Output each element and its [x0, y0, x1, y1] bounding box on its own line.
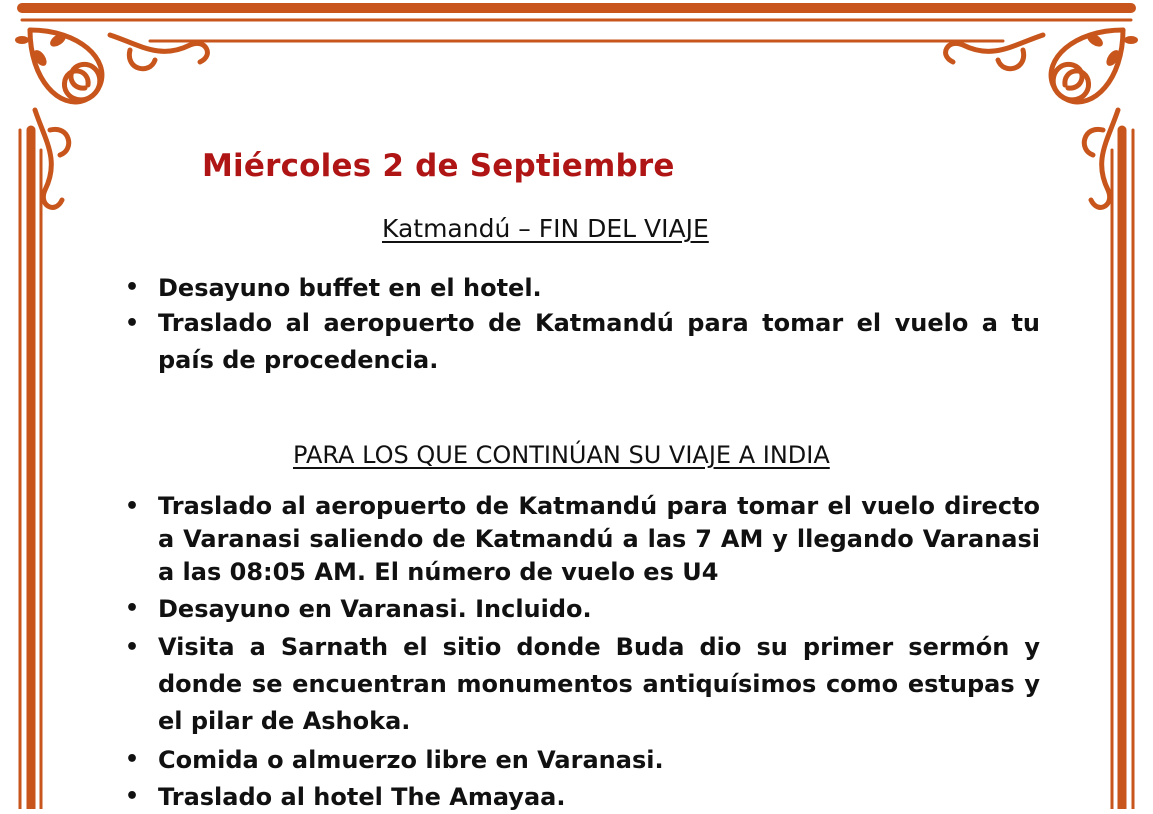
bullet-icon: • [124, 747, 140, 772]
list-item-text: Visita a Sarnath el sitio donde Buda dio su primer sermón y donde se encuentran monumentos antiquísimos como estupas y el pilar de Ashoka. [158, 633, 1040, 735]
list-item [124, 629, 1040, 740]
list-item-text: Traslado al aeropuerto de Katmandú para tomar el vuelo a tu país de procedencia. [158, 309, 1040, 374]
list-item [124, 592, 1040, 626]
list-item-text: Comida o almuerzo libre en Varanasi. [158, 746, 664, 774]
section2-list [124, 490, 1040, 814]
list-item [124, 305, 1040, 379]
bullet-icon: • [124, 311, 140, 336]
section1-list [124, 271, 1040, 379]
list-item-text: Traslado al hotel The Amayaa. [158, 783, 566, 811]
bullet-icon: • [124, 275, 140, 300]
bullet-icon: • [124, 635, 140, 660]
list-item [124, 743, 1040, 777]
day-title: Miércoles 2 de Septiembre [202, 148, 675, 184]
list-item-text: Traslado al aeropuerto de Katmandú para tomar el vuelo directo a Varanasi saliendo de Katmandú a las 7 AM y llegando Varanasi a las 08:05 AM. El número de vuelo es U4 [158, 492, 1040, 586]
section-heading-katmandu: Katmandú – FIN DEL VIAJE [382, 214, 709, 243]
list-item [124, 490, 1040, 589]
list-item-text: Desayuno buffet en el hotel. [158, 274, 542, 302]
bullet-icon: • [124, 494, 140, 519]
bullet-icon: • [124, 596, 140, 621]
list-item [124, 271, 1040, 305]
bullet-icon: • [124, 784, 140, 809]
list-item-text: Desayuno en Varanasi. Incluido. [158, 595, 592, 623]
section-heading-india: PARA LOS QUE CONTINÚAN SU VIAJE A INDIA [293, 441, 830, 469]
